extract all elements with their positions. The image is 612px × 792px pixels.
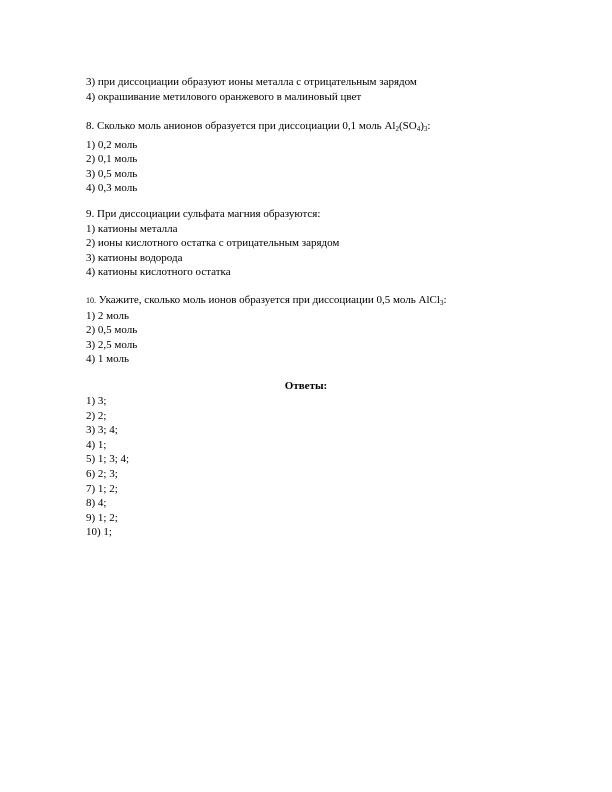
previous-question-options [86, 75, 556, 104]
answer-item: 3) 3; 4; [86, 424, 118, 437]
question-9-text: 9. При диссоциации сульфата магния образуются: [86, 208, 321, 220]
question-9-option-2: 2) ионы кислотного остатка с отрицательным зарядом [86, 237, 340, 250]
question-9-option-3: 3) катионы водорода [86, 251, 183, 264]
question-10-option-3: 3) 2,5 моль [86, 338, 138, 351]
answer-item: 5) 1; 3; 4; [86, 453, 130, 466]
question-10 [86, 293, 556, 367]
question-10-text: 10. Укажите, сколько моль ионов образуется при диссоциации 0,5 моль AlCl$_3$: [86, 294, 447, 307]
question-8 [86, 119, 556, 196]
question-9-option-4: 4) катионы кислотного остатка [86, 266, 231, 279]
question-8-option-1: 1) 0,2 моль [86, 138, 138, 151]
answer-item: 1) 3; [86, 395, 107, 407]
question-10-option-2: 2) 0,5 моль [86, 324, 138, 337]
question-8-option-4: 4) 0,3 моль [86, 182, 138, 195]
question-10-option-1: 1) 2 моль [86, 309, 129, 322]
answer-item: 10) 1; [86, 526, 112, 539]
question-9-option-1: 1) катионы металла [86, 222, 178, 235]
answer-item: 8) 4; [86, 497, 107, 510]
answer-item: 7) 1; 2; [86, 482, 118, 495]
answer-item: 6) 2; 3; [86, 467, 118, 480]
answer-item: 2) 2; [86, 409, 107, 422]
question-8-option-3: 3) 0,5 моль [86, 167, 138, 180]
answer-item: 9) 1; 2; [86, 511, 118, 524]
question-8-text: 8. Сколько моль анионов образуется при диссоциации 0,1 моль $Al_2(SO_4)_3$: [86, 120, 431, 133]
question-10-option-4: 4) 1 моль [86, 353, 129, 366]
answers-title: Ответы: [284, 380, 328, 392]
option-4: 4) окрашивание метилового оранжевого в малиновый цвет [86, 90, 362, 103]
answer-item: 4) 1; [86, 438, 107, 451]
question-9 [86, 207, 556, 280]
option-3: 3) при диссоциации образуют ионы металла с отрицательным зарядом [86, 76, 417, 88]
answers-list [86, 394, 556, 540]
question-8-option-2: 2) 0,1 моль [86, 153, 138, 166]
